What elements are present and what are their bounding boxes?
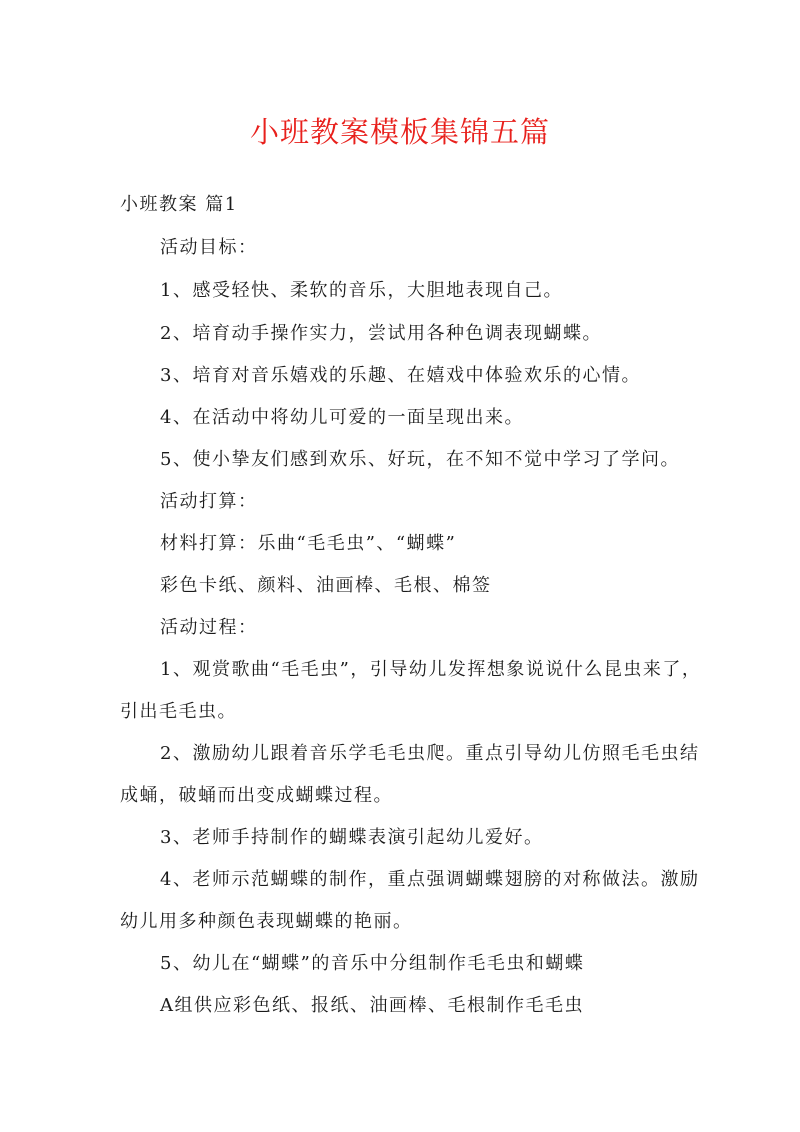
paragraph-line: 活动打算：: [160, 491, 258, 512]
paragraph-line: 3、老师手持制作的蝴蝶表演引起幼儿爱好。: [160, 827, 544, 848]
paragraph-line: A组供应彩色纸、报纸、油画棒、毛根制作毛毛虫: [160, 995, 584, 1016]
paragraph-line: 彩色卡纸、颜料、油画棒、毛根、棉签: [160, 575, 492, 596]
paragraph-line: 2、培育动手操作实力，尝试用各种色调表现蝴蝶。: [160, 323, 602, 344]
paragraph-line: 3、培育对音乐嬉戏的乐趣、在嬉戏中体验欢乐的心情。: [160, 365, 641, 386]
paragraph-line: 活动目标：: [160, 237, 258, 258]
paragraph-line: 幼儿用多种颜色表现蝴蝶的艳丽。: [120, 911, 413, 932]
paragraph-line: 活动过程：: [160, 617, 258, 638]
paragraph-line: 2、激励幼儿跟着音乐学毛毛虫爬。重点引导幼儿仿照毛毛虫结: [160, 743, 700, 764]
paragraph-line: 1、感受轻快、柔软的音乐，大胆地表现自己。: [160, 280, 563, 301]
paragraph-line: 材料打算：乐曲“毛毛虫”、“蝴蝶”: [160, 533, 457, 554]
document-title: 小班教案模板集锦五篇: [249, 115, 550, 149]
paragraph-line: 5、使小挚友们感到欢乐、好玩，在不知不觉中学习了学问。: [160, 449, 680, 470]
paragraph-line: 成蛹，破蛹而出变成蝴蝶过程。: [120, 785, 393, 806]
paragraph-line: 引出毛毛虫。: [120, 701, 237, 722]
paragraph-line: 1、观赏歌曲“毛毛虫”，引导幼儿发挥想象说说什么昆虫来了，: [160, 659, 702, 680]
paragraph-line: 4、在活动中将幼儿可爱的一面呈现出来。: [160, 407, 524, 428]
section-heading: 小班教案 篇1: [120, 194, 238, 215]
paragraph-line: 4、老师示范蝴蝶的制作，重点强调蝴蝶翅膀的对称做法。激励: [160, 869, 700, 890]
paragraph-line: 5、幼儿在“蝴蝶”的音乐中分组制作毛毛虫和蝴蝶: [160, 953, 585, 974]
